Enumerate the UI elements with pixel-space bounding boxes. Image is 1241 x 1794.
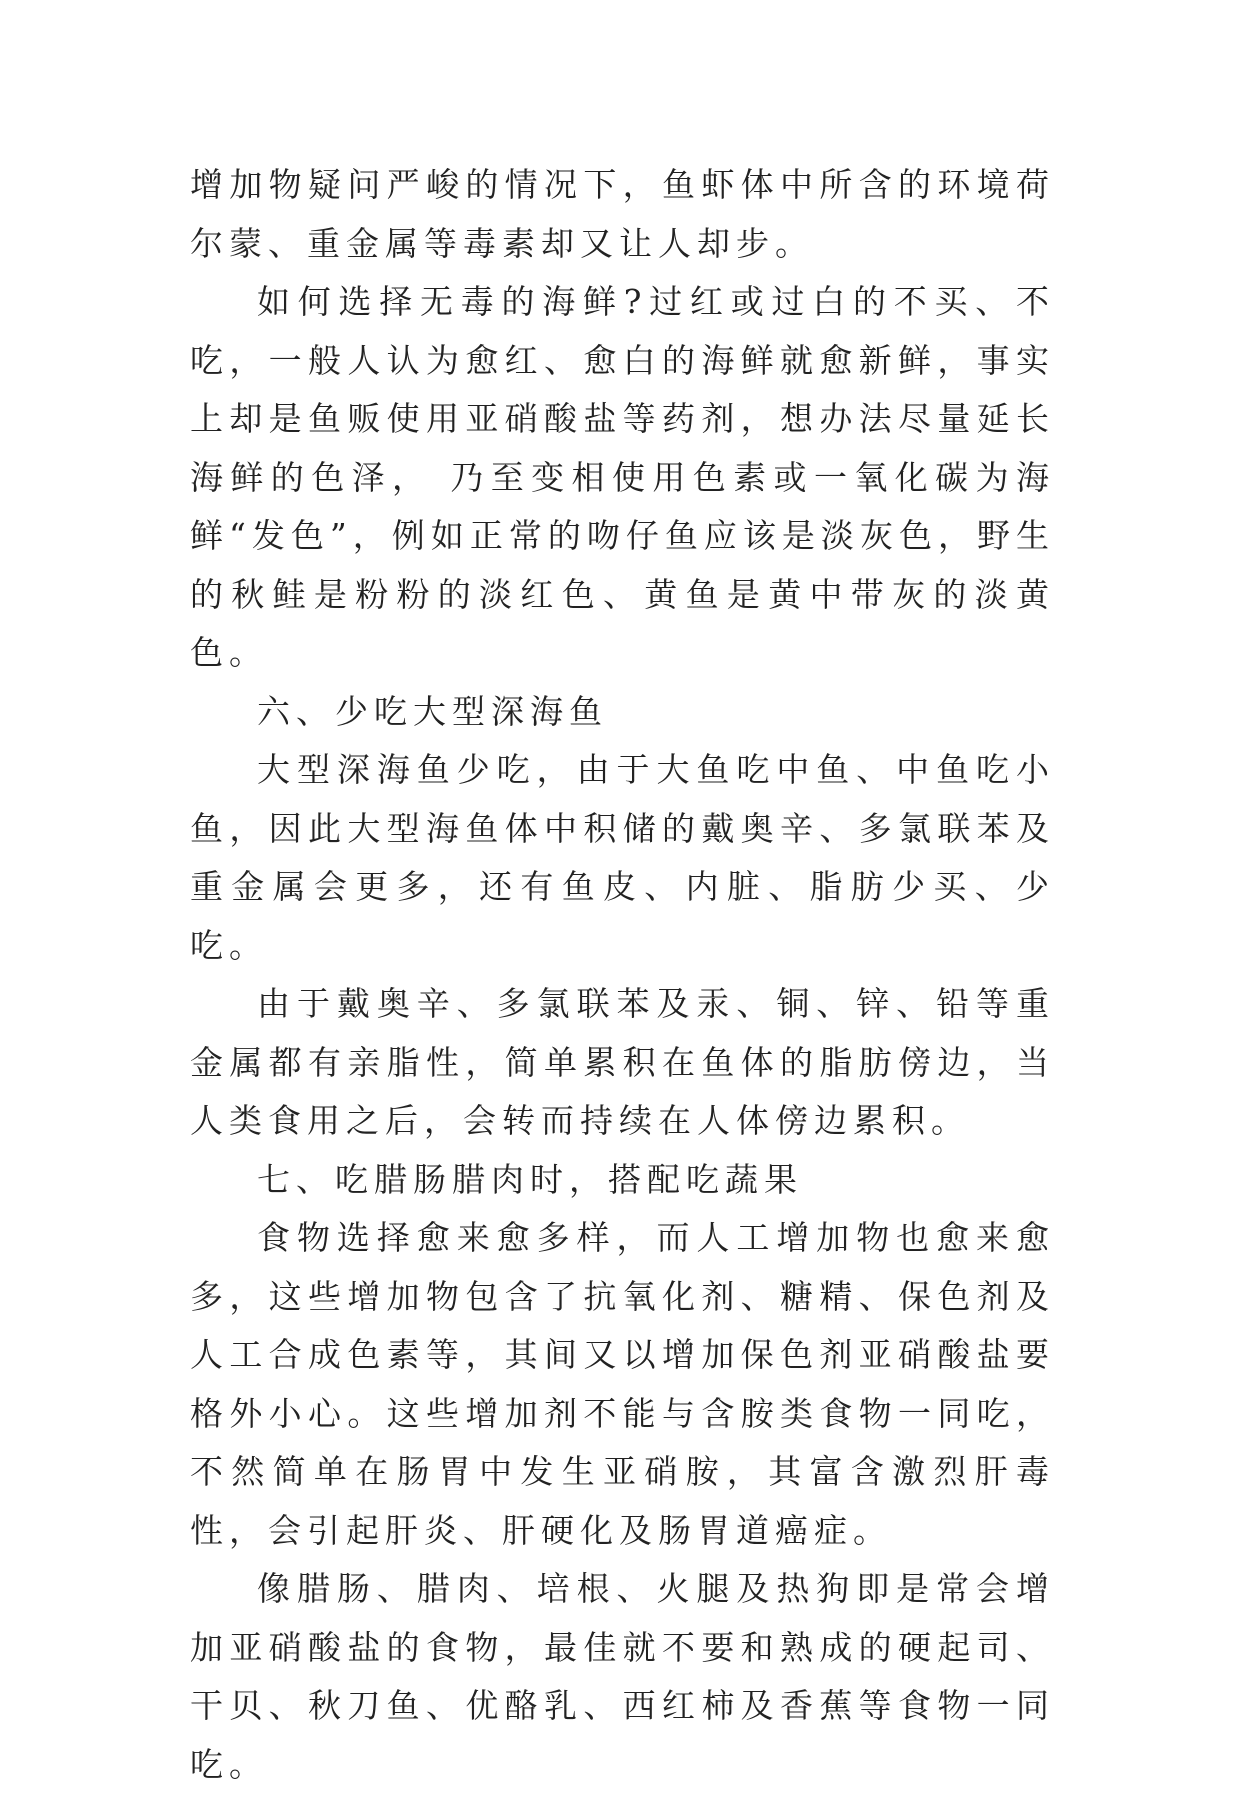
paragraph: 食物选择愈来愈多样，而人工增加物也愈来愈多，这些增加物包含了抗氧化剂、糖精、保色剂及人工合成色素等，其间又以增加保色剂亚硝酸盐要格外小心。这些增加剂不能与含胺类食物一同吃，不然简单在肠胃中发生亚硝胺，其富含激烈肝毒性，会引起肝炎、肝硬化及肠胃道癌症。 bbox=[190, 1218, 1055, 1550]
section-heading: 七、吃腊肠腊肉时，搭配吃蔬果 bbox=[257, 1159, 803, 1199]
document-body bbox=[190, 156, 1055, 1794]
paragraph: 如何选择无毒的海鲜?过红或过白的不买、不吃，一般人认为愈红、愈白的海鲜就愈新鲜，事实上却是鱼贩使用亚硝酸盐等药剂，想办法尽量延长海鲜的色泽， 乃至变相使用色素或一氧化碳为海鲜“发色”，例如正常的吻仔鱼应该是淡灰色，野生的秋鲑是粉粉的淡红色、黄鱼是黄中带灰的淡黄色。 bbox=[190, 282, 1055, 672]
paragraph: 大型深海鱼少吃，由于大鱼吃中鱼、中鱼吃小鱼，因此大型海鱼体中积储的戴奥辛、多氯联苯及重金属会更多，还有鱼皮、内脏、脂肪少买、少吃。 bbox=[190, 750, 1055, 965]
section-heading: 六、少吃大型深海鱼 bbox=[257, 691, 608, 731]
paragraph: 像腊肠、腊肉、培根、火腿及热狗即是常会增加亚硝酸盐的食物，最佳就不要和熟成的硬起司、干贝、秋刀鱼、优酪乳、西红柿及香蕉等食物一同吃。 bbox=[190, 1569, 1055, 1784]
paragraph: 由于戴奥辛、多氯联苯及汞、铜、锌、铅等重金属都有亲脂性，简单累积在鱼体的脂肪傍边，当人类食用之后，会转而持续在人体傍边累积。 bbox=[190, 984, 1055, 1140]
paragraph: 增加物疑问严峻的情况下，鱼虾体中所含的环境荷尔蒙、重金属等毒素却又让人却步。 bbox=[190, 165, 1055, 263]
